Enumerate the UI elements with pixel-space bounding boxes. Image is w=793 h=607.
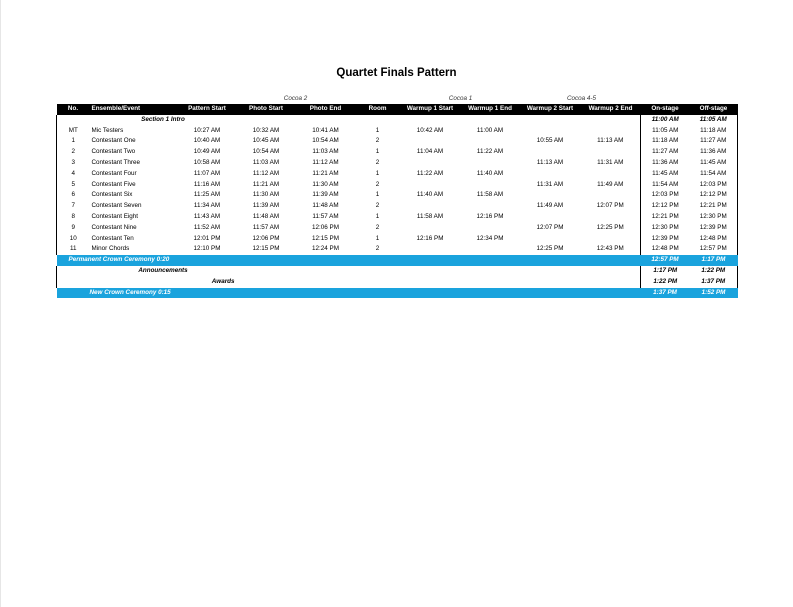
schedule-row (57, 158, 738, 169)
cell-on-stage: 12:48 PM (641, 244, 690, 255)
cell-on-stage: 11:45 AM (641, 169, 690, 180)
announcements-off-stage: 1:22 PM (690, 266, 738, 277)
cell-warmup-1-end (461, 201, 520, 212)
cell-warmup-2-start: 11:49 AM (536, 202, 564, 210)
cell-off-stage: 12:57 PM (690, 244, 738, 255)
schedule-row (57, 126, 738, 137)
cell-warmup-1-start: 11:40 AM (416, 191, 444, 199)
cell-name: Contestant Two (91, 148, 136, 156)
group-label-cocoa-2: Cocoa 2 (283, 95, 308, 102)
col-header-off-stage: Off-stage (690, 104, 738, 115)
cell-warmup-1-start (400, 244, 461, 255)
cell-warmup-1-end (461, 244, 520, 255)
new-crown-on-stage: 1:37 PM (641, 288, 690, 299)
group-label-cocoa-4-5: Cocoa 4-5 (566, 95, 597, 102)
cell-off-stage: 12:48 PM (690, 234, 738, 245)
section-1-intro-row (57, 115, 738, 126)
cell-warmup-1-start: 11:22 AM (416, 169, 444, 177)
col-header-photo-start: Photo Start (237, 104, 296, 115)
schedule-row (57, 180, 738, 191)
cell-pattern-start: 11:07 AM (193, 169, 221, 177)
cell-photo-start: 10:32 AM (252, 126, 280, 134)
cell-photo-end: 11:57 AM (312, 212, 339, 220)
schedule-row (57, 234, 738, 245)
cell-pattern-start: 12:10 PM (193, 245, 221, 253)
cell-warmup-1-end: 12:16 PM (476, 212, 504, 220)
schedule-row (57, 147, 738, 158)
permanent-crown-off-stage: 1:17 PM (690, 255, 738, 266)
cell-warmup-1-end (461, 223, 520, 234)
cell-no: 1 (57, 136, 90, 147)
cell-off-stage: 12:30 PM (690, 212, 738, 223)
cell-warmup-1-end (461, 136, 520, 147)
announcements-label: Announcements (138, 266, 188, 274)
cell-off-stage: 12:12 PM (690, 190, 738, 201)
cell-warmup-1-start (400, 136, 461, 147)
cell-no: 3 (57, 158, 90, 169)
section-1-on-stage: 11:00 AM (641, 115, 690, 126)
cell-photo-start: 11:03 AM (252, 158, 280, 166)
cell-room: 1 (375, 148, 380, 156)
schedule-row (57, 190, 738, 201)
cell-off-stage: 11:27 AM (690, 136, 738, 147)
cell-warmup-2-end (581, 147, 641, 158)
schedule-row (57, 201, 738, 212)
cell-off-stage: 11:54 AM (690, 169, 738, 180)
cell-pattern-start: 11:25 AM (193, 191, 221, 199)
cell-warmup-1-end: 11:58 AM (476, 191, 504, 199)
col-header-no: No. (57, 104, 90, 115)
announcements-on-stage: 1:17 PM (641, 266, 690, 277)
cell-name: Contestant One (91, 137, 136, 145)
cell-no: 4 (57, 169, 90, 180)
cell-room: 1 (375, 126, 380, 134)
cell-photo-start: 12:06 PM (252, 234, 280, 242)
cell-no: MT (57, 126, 90, 137)
cell-photo-end: 10:41 AM (312, 126, 339, 134)
cell-pattern-start: 11:52 AM (193, 223, 221, 231)
cell-room: 1 (375, 234, 380, 242)
cell-name: Contestant Nine (91, 223, 137, 231)
schedule-row (57, 223, 738, 234)
cell-off-stage: 11:45 AM (690, 158, 738, 169)
cell-on-stage: 12:21 PM (641, 212, 690, 223)
cell-pattern-start: 10:58 AM (193, 158, 221, 166)
cell-room: 1 (375, 169, 380, 177)
cell-name: Contestant Seven (91, 202, 142, 210)
cell-on-stage: 11:27 AM (641, 147, 690, 158)
cell-warmup-2-start (520, 147, 581, 158)
cell-warmup-2-start (520, 126, 581, 137)
cell-photo-start: 11:48 AM (252, 212, 280, 220)
cell-no: 2 (57, 147, 90, 158)
new-crown-label: New Crown Ceremony 0:15 (57, 288, 641, 299)
cell-pattern-start: 10:40 AM (193, 137, 221, 145)
cell-warmup-1-start: 11:04 AM (416, 148, 444, 156)
cell-on-stage: 12:03 PM (641, 190, 690, 201)
col-header-pattern-start: Pattern Start (178, 104, 237, 115)
cell-warmup-1-end: 11:00 AM (476, 126, 504, 134)
permanent-crown-label: Permanent Crown Ceremony 0:20 (57, 255, 641, 266)
cell-photo-end: 11:03 AM (312, 148, 339, 156)
cell-photo-end: 12:15 PM (312, 234, 339, 242)
awards-row (57, 277, 738, 288)
col-header-warmup-2-start: Warmup 2 Start (520, 104, 581, 115)
cell-warmup-2-start (520, 190, 581, 201)
cell-warmup-1-end (461, 180, 520, 191)
cell-photo-start: 11:21 AM (252, 180, 280, 188)
cell-warmup-2-end (581, 234, 641, 245)
cell-no: 8 (57, 212, 90, 223)
group-label-cocoa-1: Cocoa 1 (448, 95, 473, 102)
header-row (57, 104, 738, 115)
cell-name: Contestant Five (91, 180, 136, 188)
cell-warmup-2-end (581, 169, 641, 180)
cell-off-stage: 11:18 AM (690, 126, 738, 137)
cell-pattern-start: 12:01 PM (193, 234, 221, 242)
cell-warmup-1-start (400, 201, 461, 212)
section-1-off-stage: 11:05 AM (690, 115, 738, 126)
new-crown-off-stage: 1:52 PM (690, 288, 738, 299)
cell-pattern-start: 10:49 AM (193, 148, 221, 156)
page-edge (0, 0, 1, 607)
cell-warmup-2-end: 12:07 PM (596, 202, 624, 210)
cell-warmup-2-end: 12:43 PM (596, 245, 624, 253)
cell-photo-start: 10:45 AM (252, 137, 280, 145)
cell-warmup-1-end: 11:40 AM (476, 169, 504, 177)
section-1-label: Section 1 Intro (141, 115, 185, 123)
cell-warmup-2-start: 12:07 PM (536, 223, 564, 231)
cell-photo-start: 11:39 AM (252, 202, 280, 210)
announcements-row (57, 266, 738, 277)
cell-room: 1 (375, 191, 380, 199)
cell-photo-end: 11:30 AM (312, 180, 339, 188)
cell-on-stage: 11:18 AM (641, 136, 690, 147)
cell-photo-start: 11:12 AM (252, 169, 280, 177)
awards-label: Awards (211, 277, 235, 285)
cell-warmup-2-start (520, 169, 581, 180)
cell-no: 7 (57, 201, 90, 212)
schedule-row (57, 212, 738, 223)
cell-on-stage: 11:54 AM (641, 180, 690, 191)
cell-name: Contestant Three (91, 158, 141, 166)
new-crown-row (57, 288, 738, 299)
cell-room: 2 (375, 180, 380, 188)
cell-name: Contestant Ten (91, 234, 134, 242)
cell-warmup-2-end: 11:49 AM (597, 180, 624, 188)
col-header-warmup-2-end: Warmup 2 End (581, 104, 641, 115)
cell-pattern-start: 11:16 AM (193, 180, 221, 188)
cell-name: Minor Chords (91, 245, 130, 253)
cell-warmup-2-start: 10:55 AM (536, 137, 564, 145)
cell-photo-end: 12:24 PM (312, 245, 339, 253)
cell-no: 5 (57, 180, 90, 191)
cell-no: 9 (57, 223, 90, 234)
schedule-table (56, 104, 738, 298)
cell-warmup-2-start (520, 212, 581, 223)
schedule-row (57, 136, 738, 147)
cell-no: 10 (57, 234, 90, 245)
col-header-photo-end: Photo End (296, 104, 356, 115)
schedule-row (57, 244, 738, 255)
permanent-crown-row (57, 255, 738, 266)
permanent-crown-on-stage: 12:57 PM (641, 255, 690, 266)
cell-photo-start: 11:57 AM (252, 223, 280, 231)
cell-warmup-2-end: 12:25 PM (596, 223, 624, 231)
cell-warmup-2-start: 11:13 AM (536, 158, 564, 166)
cell-photo-start: 10:54 AM (252, 148, 280, 156)
cell-warmup-1-start (400, 180, 461, 191)
cell-room: 2 (375, 202, 380, 210)
cell-on-stage: 11:36 AM (641, 158, 690, 169)
col-header-warmup-1-end: Warmup 1 End (461, 104, 520, 115)
cell-warmup-1-end (461, 158, 520, 169)
cell-room: 2 (375, 158, 380, 166)
col-header-warmup-1-start: Warmup 1 Start (400, 104, 461, 115)
cell-name: Mic Testers (91, 126, 124, 134)
cell-photo-start: 12:15 PM (252, 245, 280, 253)
cell-on-stage: 11:05 AM (641, 126, 690, 137)
cell-on-stage: 12:12 PM (641, 201, 690, 212)
cell-name: Contestant Four (91, 169, 137, 177)
cell-photo-end: 10:54 AM (312, 137, 339, 145)
awards-on-stage: 1:22 PM (641, 277, 690, 288)
cell-warmup-1-start (400, 158, 461, 169)
cell-pattern-start: 11:34 AM (193, 202, 221, 210)
cell-pattern-start: 10:27 AM (193, 126, 221, 134)
cell-name: Contestant Six (91, 191, 133, 199)
cell-warmup-1-start: 10:42 AM (416, 126, 444, 134)
cell-warmup-1-start (400, 223, 461, 234)
cell-warmup-2-end: 11:13 AM (597, 137, 624, 145)
cell-no: 11 (57, 244, 90, 255)
col-header-on-stage: On-stage (641, 104, 690, 115)
cell-name: Contestant Eight (91, 212, 139, 220)
cell-warmup-1-start: 11:58 AM (416, 212, 444, 220)
cell-warmup-2-start: 11:31 AM (536, 180, 564, 188)
col-header-ensemble: Ensemble/Event (90, 104, 178, 115)
cell-warmup-1-end: 12:34 PM (476, 234, 504, 242)
cell-photo-end: 11:12 AM (312, 158, 339, 166)
cell-on-stage: 12:30 PM (641, 223, 690, 234)
cell-warmup-1-end: 11:22 AM (476, 148, 504, 156)
cell-room: 2 (375, 137, 380, 145)
cell-off-stage: 11:36 AM (690, 147, 738, 158)
cell-photo-end: 12:06 PM (312, 223, 339, 231)
cell-warmup-2-end (581, 126, 641, 137)
schedule-row (57, 169, 738, 180)
cell-warmup-2-end (581, 190, 641, 201)
cell-off-stage: 12:39 PM (690, 223, 738, 234)
awards-off-stage: 1:37 PM (690, 277, 738, 288)
cell-warmup-1-start: 12:16 PM (416, 234, 444, 242)
cell-room: 2 (375, 223, 380, 231)
cell-photo-start: 11:30 AM (252, 191, 280, 199)
cell-pattern-start: 11:43 AM (193, 212, 221, 220)
cell-on-stage: 12:39 PM (641, 234, 690, 245)
cell-photo-end: 11:21 AM (312, 169, 339, 177)
cell-room: 2 (375, 245, 380, 253)
cell-warmup-2-end (581, 212, 641, 223)
cell-warmup-2-end: 11:31 AM (597, 158, 624, 166)
cell-warmup-2-start (520, 234, 581, 245)
cell-off-stage: 12:03 PM (690, 180, 738, 191)
cell-photo-end: 11:48 AM (312, 202, 339, 210)
col-header-room: Room (356, 104, 400, 115)
page-title: Quartet Finals Pattern (336, 67, 457, 79)
cell-no: 6 (57, 190, 90, 201)
cell-off-stage: 12:21 PM (690, 201, 738, 212)
cell-warmup-2-start: 12:25 PM (536, 245, 564, 253)
cell-photo-end: 11:39 AM (312, 191, 339, 199)
cell-room: 1 (375, 212, 380, 220)
